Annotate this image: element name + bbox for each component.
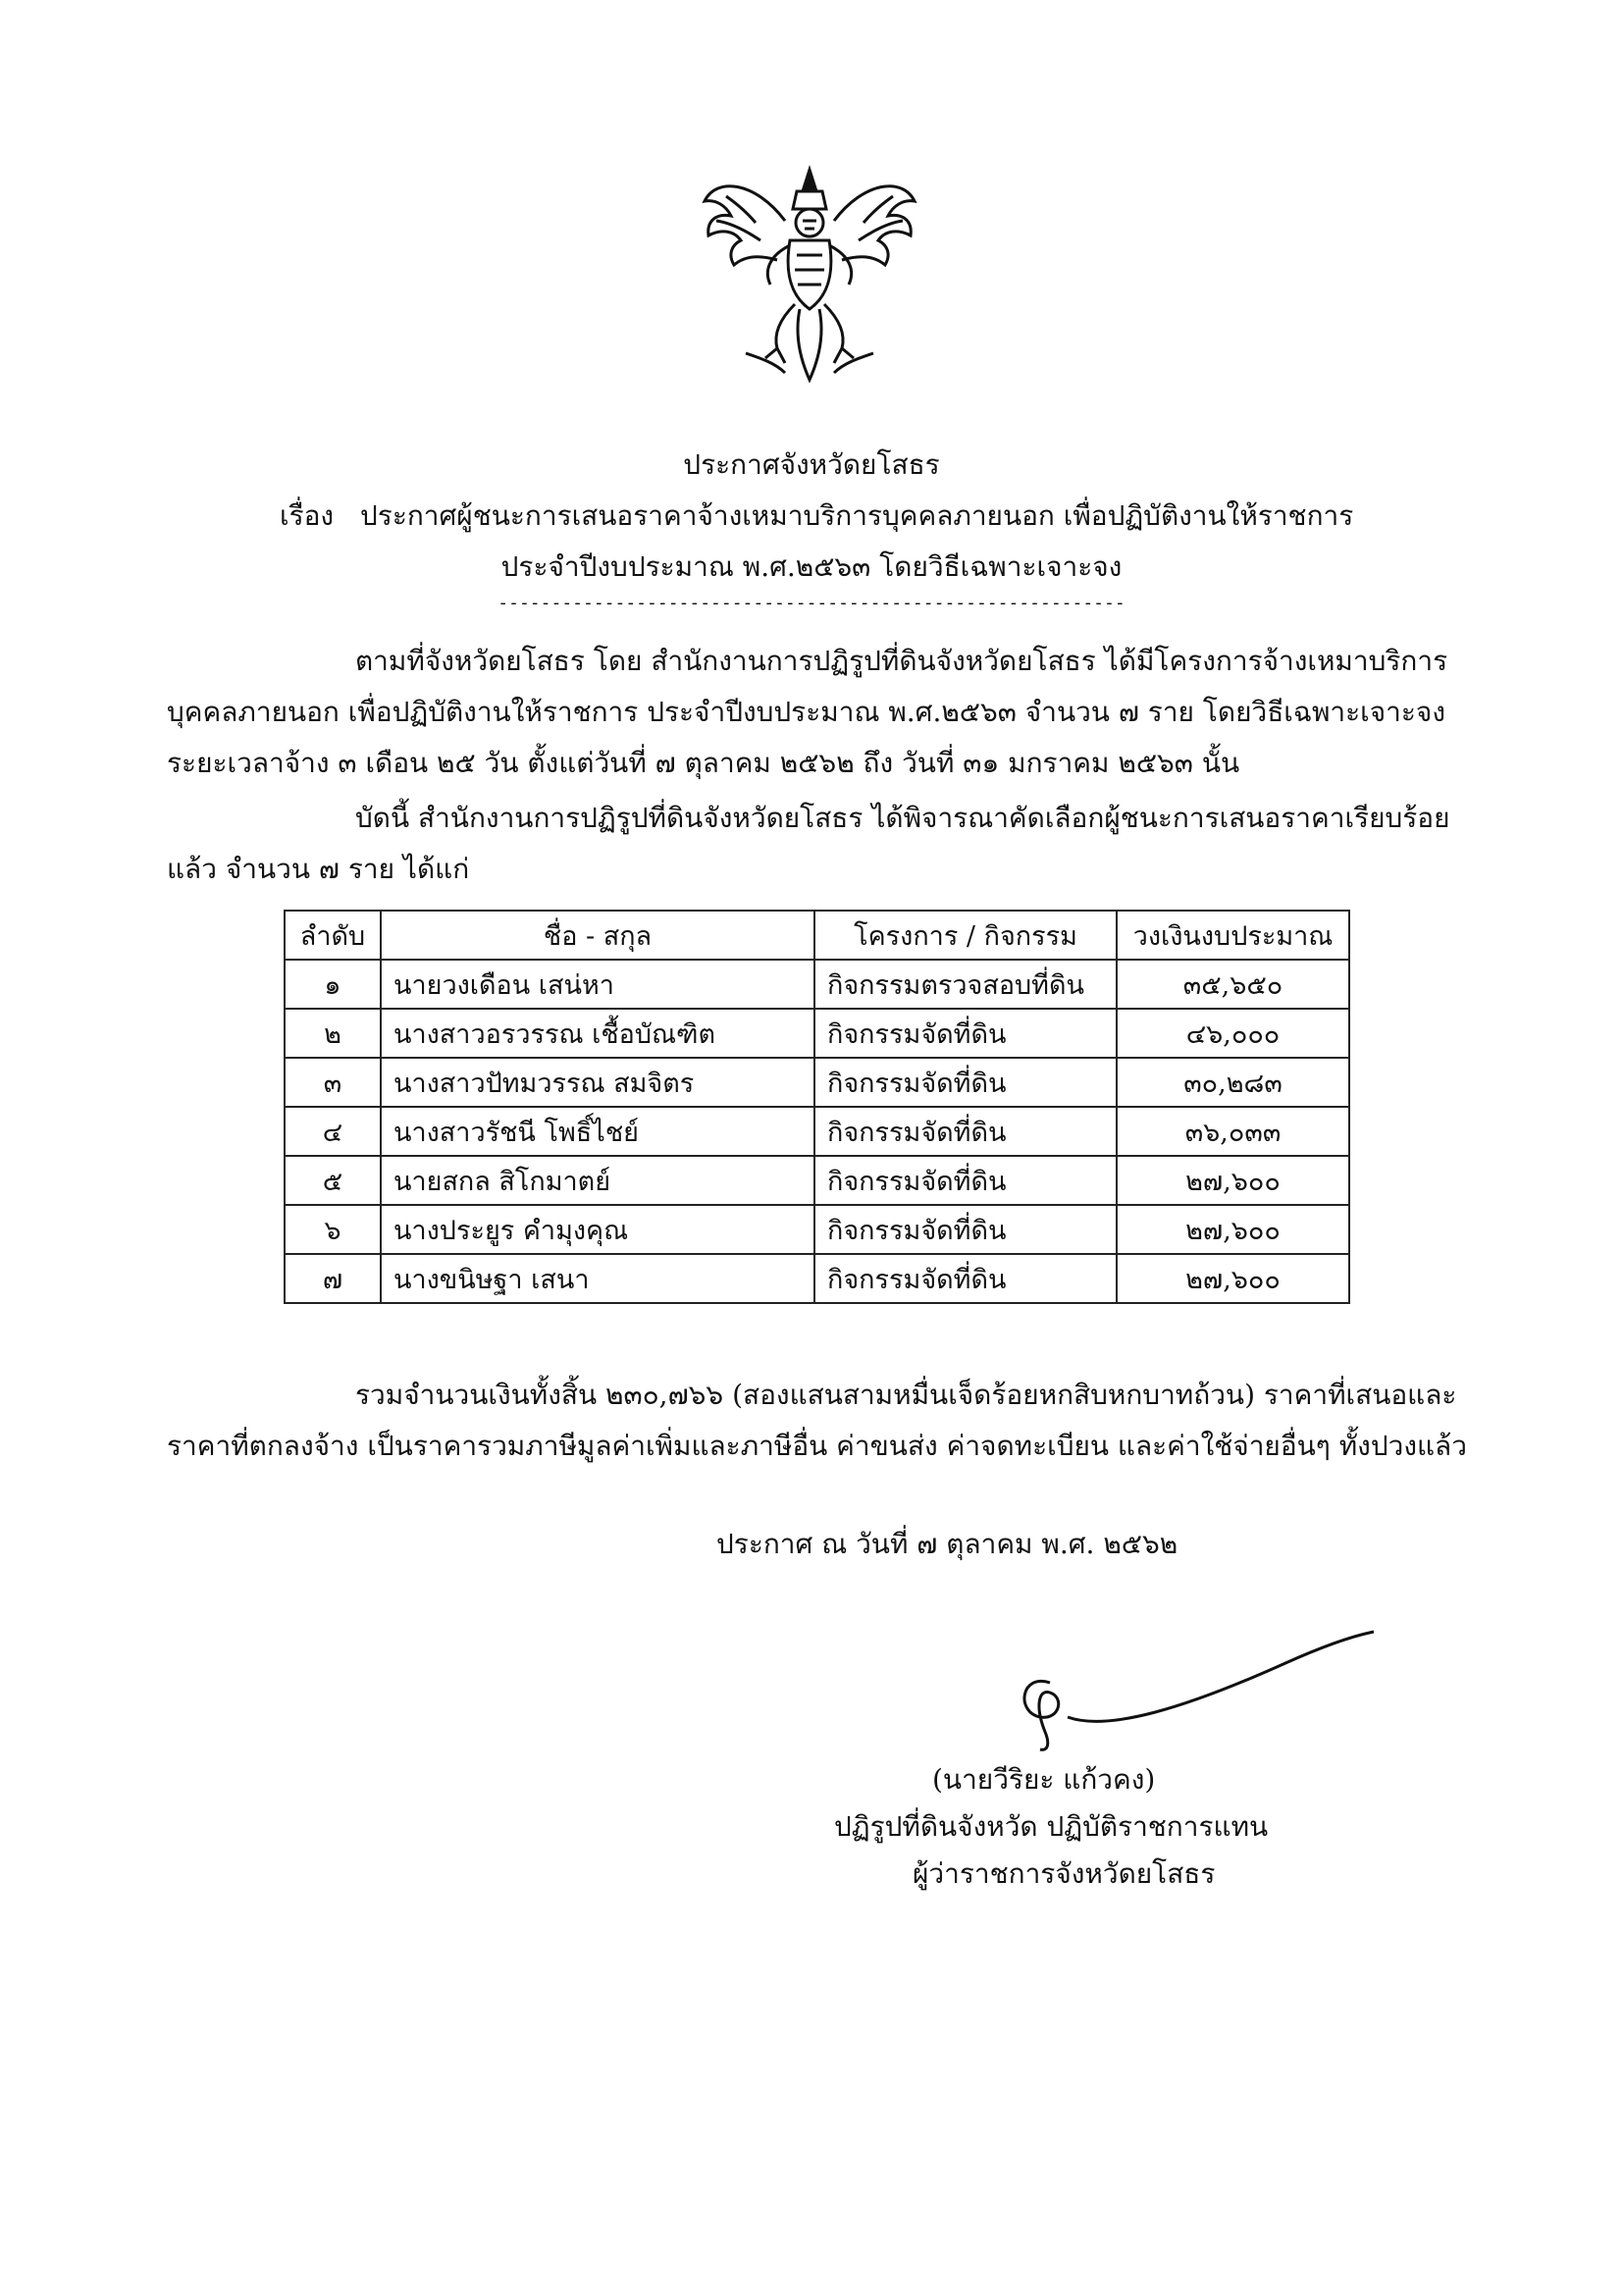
garuda-emblem [687, 162, 932, 388]
signer-position-2: ผู้ว่าราชการจังหวัดยโสธร [913, 1857, 1216, 1890]
row-no: ๒ [285, 1009, 381, 1058]
para2-line2: แล้ว จำนวน ๗ ราย ได้แก่ [167, 853, 470, 885]
subject-label: เรื่อง [280, 499, 335, 532]
subject-text-2: ประจำปีงบประมาณ พ.ศ.๒๕๖๓ โดยวิธีเฉพาะเจาะจง [500, 550, 1123, 583]
row-amount: ๓๖,๐๓๓ [1117, 1107, 1349, 1156]
header-amount: วงเงินงบประมาณ [1117, 911, 1349, 960]
row-activity: กิจกรรมจัดที่ดิน [814, 1156, 1117, 1205]
divider: ----------------------------------------------------------- [497, 593, 1126, 613]
row-name: นางประยูร คำมุงคุณ [381, 1205, 814, 1254]
row-amount: ๒๗,๖๐๐ [1117, 1205, 1349, 1254]
row-no: ๕ [285, 1156, 381, 1205]
header-no: ลำดับ [285, 911, 381, 960]
row-no: ๖ [285, 1205, 381, 1254]
row-no: ๑ [285, 960, 381, 1009]
row-name: นางสาวรัชนี โพธิ์ไชย์ [381, 1107, 814, 1156]
table-row [285, 1107, 1349, 1156]
winners-table [284, 910, 1350, 1304]
header-activity: โครงการ / กิจกรรม [814, 911, 1117, 960]
signer-position-1: ปฏิรูปที่ดินจังหวัด ปฏิบัติราชการแทน [834, 1810, 1269, 1843]
signature-mark [991, 1624, 1384, 1761]
row-activity: กิจกรรมจัดที่ดิน [814, 1205, 1117, 1254]
table-row [285, 1205, 1349, 1254]
row-activity: กิจกรรมตรวจสอบที่ดิน [814, 960, 1117, 1009]
row-activity: กิจกรรมจัดที่ดิน [814, 1254, 1117, 1303]
row-amount: ๓๕,๖๕๐ [1117, 960, 1349, 1009]
row-amount: ๓๐,๒๘๓ [1117, 1058, 1349, 1107]
announce-date: ประกาศ ณ วันที่ ๗ ตุลาคม พ.ศ. ๒๕๖๒ [716, 1528, 1178, 1560]
row-name: นางสาวปัทมวรรณ สมจิตร [381, 1058, 814, 1107]
para1-line1: ตามที่จังหวัดยโสธร โดย สำนักงานการปฏิรูปที่ดินจังหวัดยโสธร ได้มีโครงการจ้างเหมาบริการ [355, 645, 1448, 677]
signer-name: (นายวีริยะ แก้วคง) [932, 1763, 1156, 1796]
row-no: ๓ [285, 1058, 381, 1107]
summary-line1: รวมจำนวนเงินทั้งสิ้น ๒๓๐,๗๖๖ (สองแสนสามหมื่นเจ็ดร้อยหกสิบหกบาทถ้วน) ราคาที่เสนอและ [355, 1379, 1457, 1411]
subject-line [280, 495, 1353, 538]
row-name: นายสกล สิโกมาตย์ [381, 1156, 814, 1205]
row-amount: ๔๖,๐๐๐ [1117, 1009, 1349, 1058]
row-activity: กิจกรรมจัดที่ดิน [814, 1107, 1117, 1156]
summary-line2: ราคาที่ตกลงจ้าง เป็นราคารวมภาษีมูลค่าเพิ่มและภาษีอื่น ค่าขนส่ง ค่าจดทะเบียน และค่าใช้จ่ายอื่นๆ ทั้งปวงแล้ว [167, 1430, 1467, 1462]
table-header-row [285, 911, 1349, 960]
row-no: ๔ [285, 1107, 381, 1156]
subject-text-1: ประกาศผู้ชนะการเสนอราคาจ้างเหมาบริการบุคคลภายนอก เพื่อปฏิบัติงานให้ราชการ [360, 499, 1354, 532]
table-row [285, 1156, 1349, 1205]
row-amount: ๒๗,๖๐๐ [1117, 1156, 1349, 1205]
row-name: นางขนิษฐา เสนา [381, 1254, 814, 1303]
para1-line3: ระยะเวลาจ้าง ๓ เดือน ๒๕ วัน ตั้งแต่วันที่ ๗ ตุลาคม ๒๕๖๒ ถึง วันที่ ๓๑ มกราคม ๒๕๖๓ นั้น [167, 747, 1240, 779]
document-title: ประกาศจังหวัดยโสธร [683, 448, 940, 481]
para1-line2: บุคคลภายนอก เพื่อปฏิบัติงานให้ราชการ ประจำปีงบประมาณ พ.ศ.๒๕๖๓ จำนวน ๗ ราย โดยวิธีเฉพาะเจาะจง [167, 696, 1445, 728]
row-name: นายวงเดือน เสน่หา [381, 960, 814, 1009]
row-name: นางสาวอรวรรณ เชื้อบัณฑิต [381, 1009, 814, 1058]
row-activity: กิจกรรมจัดที่ดิน [814, 1009, 1117, 1058]
row-amount: ๒๗,๖๐๐ [1117, 1254, 1349, 1303]
table-row [285, 1058, 1349, 1107]
table-row [285, 1254, 1349, 1303]
row-activity: กิจกรรมจัดที่ดิน [814, 1058, 1117, 1107]
table-row [285, 1009, 1349, 1058]
row-no: ๗ [285, 1254, 381, 1303]
para2-line1: บัดนี้ สำนักงานการปฏิรูปที่ดินจังหวัดยโสธร ได้พิจารณาคัดเลือกผู้ชนะการเสนอราคาเรียบร้อย [355, 802, 1450, 834]
header-name: ชื่อ - สกุล [381, 911, 814, 960]
table-row [285, 960, 1349, 1009]
